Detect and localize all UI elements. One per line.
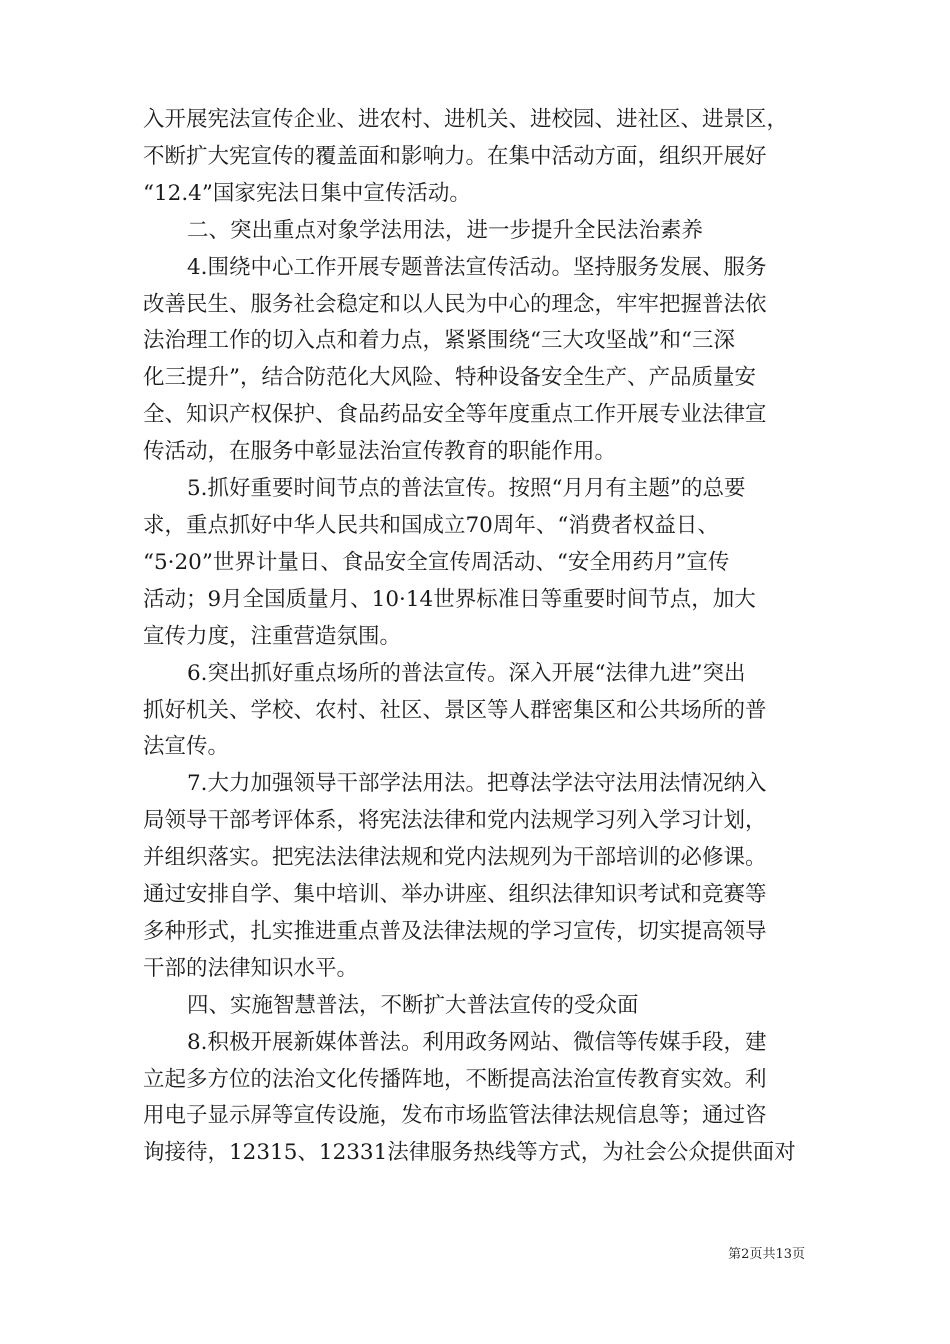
document-body <box>143 102 807 1172</box>
paragraph-item-8: 8.积极开展新媒体普法。利用政务网站、微信等传媒手段，建 立起多方位的法治文化传播阵地，不断提高法治宣传教育实效。利 用电子显示屏等宣传设施，发布市场监管法律法规信息等；通过咨 询接待，12315、12331法律服务热线等方式，为社会公众提供面对 <box>143 1029 796 1166</box>
paragraph-continuation: 入开展宪法宣传企业、进农村、进机关、进校园、进社区、进景区， 不断扩大宪宣传的覆盖面和影响力。在集中活动方面，组织开展好 “12.4”国家宪法日集中宣传活动。 <box>143 107 789 206</box>
paragraph-item-7: 7.大力加强领导干部学法用法。把尊法学法守法用法情况纳入 局领导干部考评体系，将宪法法律和党内法规学习列入学习计划， 并组织落实。把宪法法律法规和党内法规列为干部培训的必修课。 通过安排自学、集中培训、举办讲座、组织法律知识考试和竞赛等 多种形式，扎实推进重点普及法律法规的学习宣传，切实提高领导 干部的法律知识水平。 <box>143 771 767 981</box>
page-footer <box>0 1245 950 1269</box>
section-heading-4: 四、实施智慧普法，不断扩大普法宣传的受众面 <box>187 992 639 1018</box>
section-heading-2: 二、突出重点对象学法用法，进一步提升全民法治素养 <box>187 217 704 243</box>
paragraph-item-6: 6.突出抓好重点场所的普法宣传。深入开展“法律九进”突出 抓好机关、学校、农村、社区、景区等人群密集区和公共场所的普 法宣传。 <box>143 660 767 760</box>
paragraph-item-5: 5.抓好重要时间节点的普法宣传。按照“月月有主题”的总要 求，重点抓好中华人民共和国成立70周年、“消费者权益日、 “5·20”世界计量日、食品安全宣传周活动、“安全用药月”宣传 活动；9月全国质量月、10·14世界标准日等重要时间节点，加大 宣传力度，注重营造氛围。 <box>143 476 756 649</box>
page-number: 第2页共13页 <box>728 1247 805 1262</box>
paragraph-item-4: 4.围绕中心工作开展专题普法宣传活动。坚持服务发展、服务 改善民生、服务社会稳定和以人民为中心的理念，牢牢把握普法依 法治理工作的切入点和着力点，紧紧围绕“三大攻坚战”和“三深 化三提升”，结合防范化大风险、特种设备安全生产、产品质量安 全、知识产权保护、食品药品安全等年度重点工作开展专业法律宣 传活动，在服务中彰显法治宣传教育的职能作用。 <box>143 254 767 465</box>
